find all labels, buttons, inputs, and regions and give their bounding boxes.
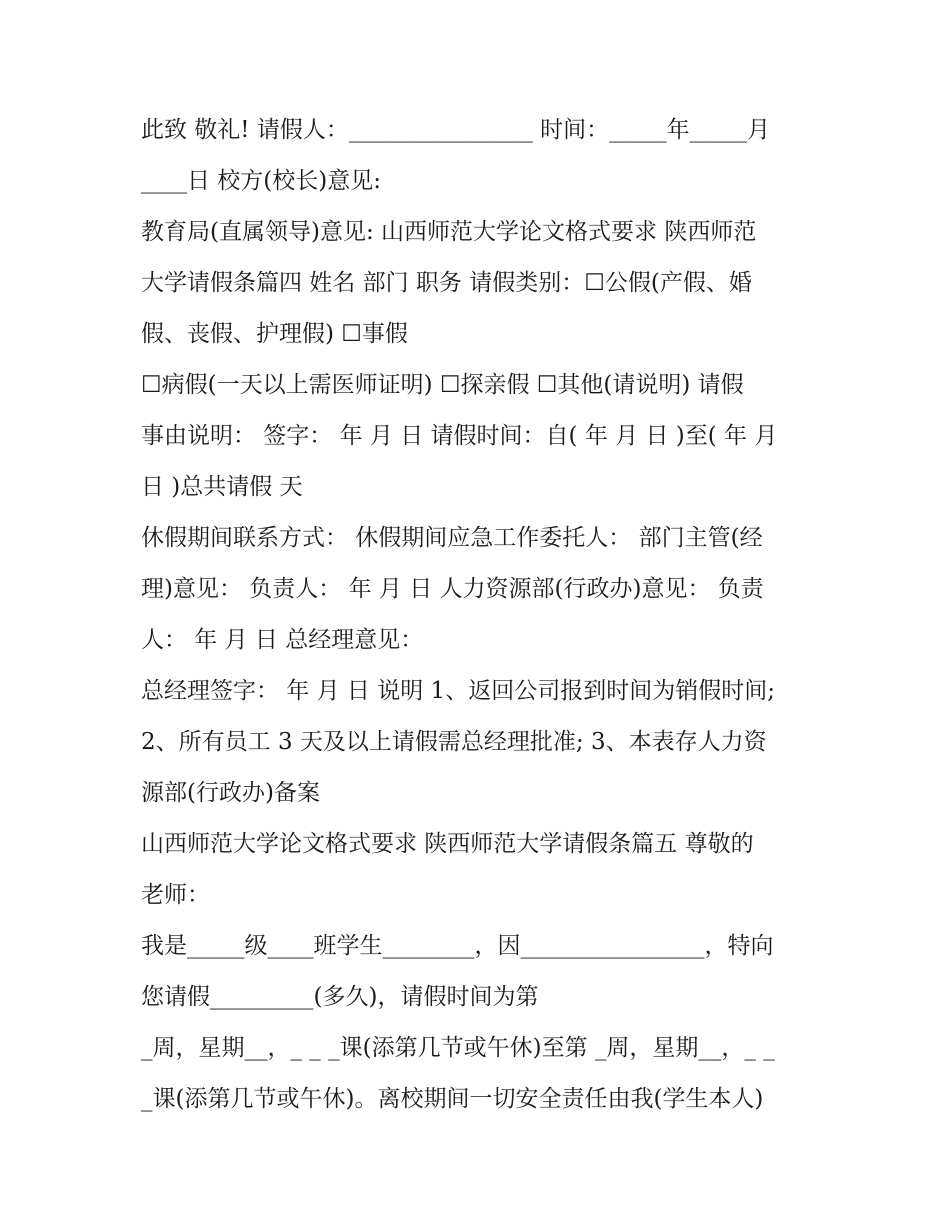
text-line: 理)意见： 负责人： 年 月 日 人力资源部(行政办)意见： 负责	[141, 576, 764, 602]
text-line: 源部(行政办)备案	[141, 780, 320, 806]
text-line: ____日 校方(校长)意见:	[141, 168, 382, 194]
text-line: _课(添第几节或午休)。离校期间一切安全责任由我(学生本人)	[141, 1086, 764, 1112]
text-line: 您请假_________(多久)，请假时间为第	[141, 984, 539, 1010]
text-line: 总经理签字： 年 月 日 说明 1、返回公司报到时间为销假时间;	[141, 678, 775, 704]
text-line: 2、所有员工 3 天及以上请假需总经理批准; 3、本表存人力资	[141, 729, 767, 755]
text-line: 此致 敬礼! 请假人：________________ 时间：_____年_____月	[141, 117, 771, 143]
text-line: ☐病假(一天以上需医师证明) ☐探亲假 ☐其他(请说明) 请假	[141, 372, 744, 398]
text-line: 休假期间联系方式： 休假期间应急工作委托人： 部门主管(经	[141, 525, 763, 551]
text-line: 人： 年 月 日 总经理意见：	[141, 627, 424, 653]
text-line: 大学请假条篇四 姓名 部门 职务 请假类别：☐公假(产假、婚	[141, 270, 752, 296]
text-line: 事由说明： 签字： 年 月 日 请假时间：自( 年 月 日 )至( 年 月	[141, 423, 778, 449]
text-line: 假、丧假、护理假) ☐事假	[141, 321, 408, 347]
text-line: 日 )总共请假 天	[141, 474, 303, 500]
text-line: 山西师范大学论文格式要求 陕西师范大学请假条篇五 尊敬的	[141, 831, 754, 857]
text-line: 教育局(直属领导)意见: 山西师范大学论文格式要求 陕西师范	[141, 219, 757, 245]
text-line: 老师：	[141, 882, 210, 908]
text-line: 我是_____级____班学生________，因________________，特向	[141, 933, 774, 959]
text-line: _周，星期__，_ _ _课(添第几节或午休)至第 _周，星期__，_ _	[141, 1035, 775, 1061]
